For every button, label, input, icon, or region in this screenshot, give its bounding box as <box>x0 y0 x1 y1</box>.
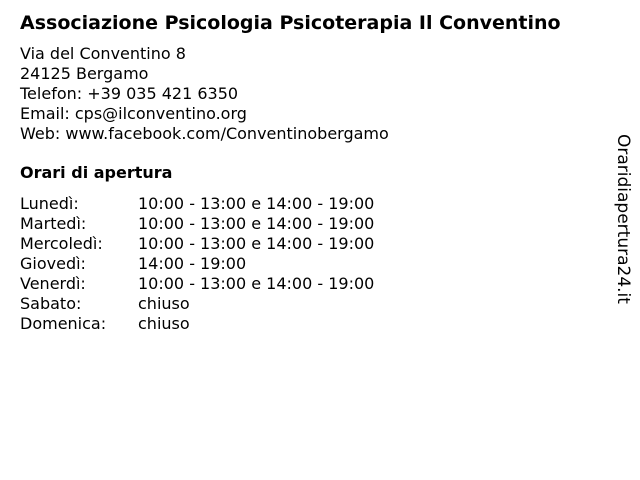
hours-row-friday <box>20 274 374 294</box>
day-label: Giovedì: <box>20 254 86 273</box>
business-name: Associazione Psicologia Psicoterapia Il Conventino <box>20 12 561 34</box>
day-label: Domenica: <box>20 314 107 333</box>
web-line: Web: www.facebook.com/Conventinobergamo <box>20 124 389 143</box>
hours-row-saturday <box>20 294 374 314</box>
time-value: 14:00 - 19:00 <box>138 254 247 273</box>
time-value: 10:00 - 13:00 e 14:00 - 19:00 <box>138 214 375 233</box>
hours-row-wednesday <box>20 234 374 254</box>
time-value: 10:00 - 13:00 e 14:00 - 19:00 <box>138 274 375 293</box>
time-value: 10:00 - 13:00 e 14:00 - 19:00 <box>138 234 375 253</box>
day-label: Sabato: <box>20 294 82 313</box>
day-label: Mercoledì: <box>20 234 103 253</box>
hours-table <box>20 194 374 334</box>
hours-heading: Orari di apertura <box>20 163 173 182</box>
day-label: Martedì: <box>20 214 87 233</box>
hours-row-thursday <box>20 254 374 274</box>
address-city: 24125 Bergamo <box>20 64 149 83</box>
contact-info <box>20 44 389 144</box>
email-line: Email: cps@ilconventino.org <box>20 104 247 123</box>
time-value: chiuso <box>138 314 190 333</box>
time-value: chiuso <box>138 294 190 313</box>
brand-watermark: Oraridiapertura24.it <box>613 134 633 304</box>
day-label: Lunedì: <box>20 194 79 213</box>
address-street: Via del Conventino 8 <box>20 44 186 63</box>
day-label: Venerdì: <box>20 274 86 293</box>
hours-row-tuesday <box>20 214 374 234</box>
hours-row-sunday <box>20 314 374 334</box>
phone-line: Telefon: +39 035 421 6350 <box>20 84 239 103</box>
time-value: 10:00 - 13:00 e 14:00 - 19:00 <box>138 194 375 213</box>
hours-row-monday <box>20 194 374 214</box>
